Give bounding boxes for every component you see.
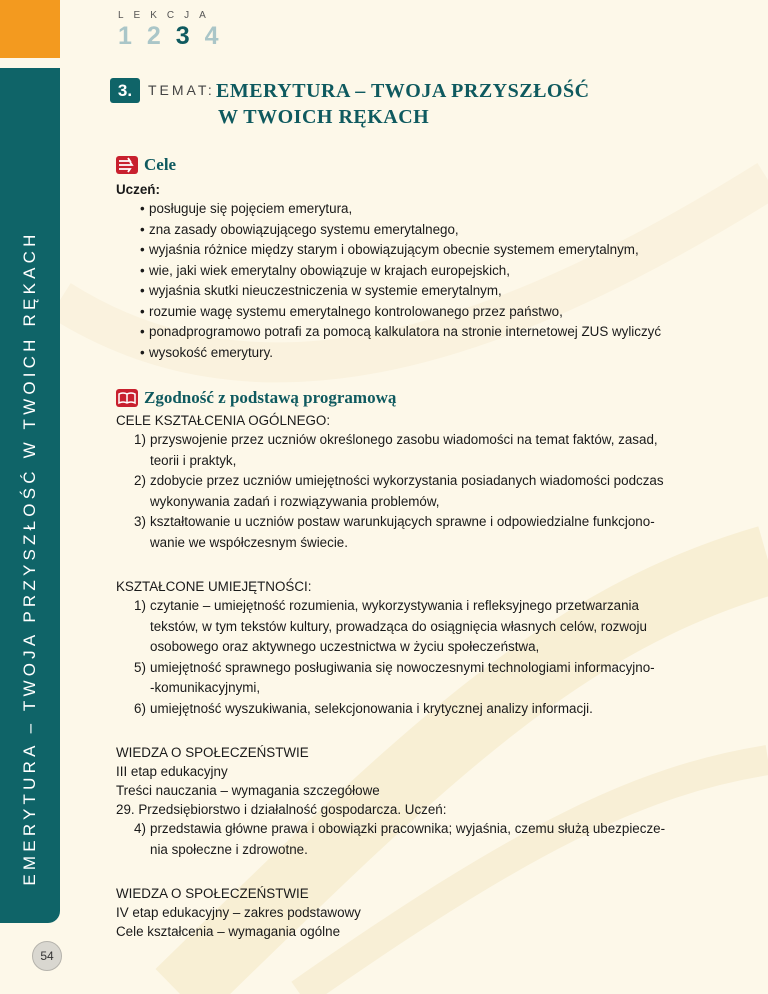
lesson-indicator xyxy=(118,10,222,51)
list-item: • posługuje się pojęciem emerytura, xyxy=(116,199,716,220)
list-item: • wyjaśnia skutki nieuczestniczenia w systemie emerytalnym, xyxy=(116,281,716,302)
list-item: • ponadprogramowo potrafi za pomocą kalkulatora na stronie internetowej ZUS wyliczyć xyxy=(116,322,716,343)
list-item: 4) przedstawia główne prawa i obowiązki pracownika; wyjaśnia, czemu służą ubezpiecze- nia społeczne i zdrowotne. xyxy=(134,821,666,857)
cele-ksztalcenia-heading: CELE KSZTAŁCENIA OGÓLNEGO: xyxy=(116,413,331,428)
page-number: 54 xyxy=(32,941,62,971)
lesson-number-1: 1 xyxy=(118,22,136,50)
book-icon xyxy=(116,389,138,407)
section-cele-title xyxy=(116,152,716,178)
wos3-etap: III etap edukacyjny xyxy=(116,764,228,779)
section-zgodnosc-title xyxy=(116,385,716,411)
arrows-icon xyxy=(116,156,138,174)
umiejetnosci-heading: KSZTAŁCONE UMIEJĘTNOŚCI: xyxy=(116,579,312,594)
sidebar-band xyxy=(0,68,60,923)
list-item: • zna zasady obowiązującego systemu emerytalnego, xyxy=(116,220,716,241)
page-title xyxy=(216,78,636,130)
wos3-heading: WIEDZA O SPOŁECZEŃSTWIE xyxy=(116,745,309,760)
temat-label: TEMAT: xyxy=(148,82,215,98)
title-line-2: W TWOICH RĘKACH xyxy=(218,106,430,128)
main-content xyxy=(116,152,716,941)
section-cele-label: Cele xyxy=(144,155,177,174)
lesson-numbers xyxy=(118,22,222,51)
cele-intro: Uczeń: xyxy=(116,182,160,197)
list-item-continuation: • wysokość emerytury. xyxy=(116,343,716,364)
list-item: 3) kształtowanie u uczniów postaw warunkujących sprawne i odpowiedzialne funkcjono- wanie we współczesnym świecie. xyxy=(134,514,655,550)
list-item: • wyjaśnia różnice między starym i obowiązującym obecnie systemem emerytalnym, xyxy=(116,240,716,261)
umiejetnosci-list xyxy=(116,596,716,719)
wos4-heading: WIEDZA O SPOŁECZEŃSTWIE xyxy=(116,886,309,901)
cele-ksztalcenia-list xyxy=(116,430,716,553)
lesson-number-2: 2 xyxy=(146,22,165,50)
list-item: 1) przyswojenie przez uczniów określonego zasobu wiadomości na temat faktów, zasad, teorii i praktyk, xyxy=(134,432,658,468)
section-zgodnosc-label: Zgodność z podstawą programową xyxy=(144,388,397,407)
title-line-1: EMERYTURA – TWOJA PRZYSZŁOŚĆ xyxy=(216,80,590,102)
lesson-number-3-active: 3 xyxy=(175,22,194,50)
sidebar-vertical-title: EMERYTURA – TWOJA PRZYSZŁOŚĆ W TWOICH RĘKACH xyxy=(20,230,39,886)
list-item: • wie, jaki wiek emerytalny obowiązuje w krajach europejskich, xyxy=(116,261,716,282)
wos4-cele: Cele kształcenia – wymagania ogólne xyxy=(116,924,341,939)
wos3-tresci: Treści nauczania – wymagania szczegółowe xyxy=(116,783,380,798)
list-item: • rozumie wagę systemu emerytalnego kontrolowanego przez państwo, xyxy=(116,302,716,323)
wos3-temat: 29. Przedsiębiorstwo i działalność gospodarcza. Uczeń: xyxy=(116,802,447,817)
list-item: 5) umiejętność sprawnego posługiwania się nowoczesnymi technologiami informacyjno- -komunikacyjnymi, xyxy=(134,659,655,695)
cele-list xyxy=(116,199,716,363)
lesson-badge: 3. xyxy=(110,78,140,103)
lesson-number-4: 4 xyxy=(204,22,223,50)
lesson-word: LEKCJA xyxy=(118,10,216,21)
list-item: 1) czytanie – umiejętność rozumienia, wykorzystywania i refleksyjnego przetwarzania tekstów, w tym tekstów kultury, prowadząca do osiągnięcia własnych celów, rozwoju osobowego oraz aktywnego uczestnictwa w życiu społeczeństwa, xyxy=(134,598,647,654)
wos3-list xyxy=(116,819,716,860)
wos4-etap: IV etap edukacyjny – zakres podstawowy xyxy=(116,905,361,920)
list-item: 6) umiejętność wyszukiwania, selekcjonowania i krytycznej analizy informacji. xyxy=(134,700,593,716)
top-tab-accent xyxy=(0,0,60,58)
list-item: 2) zdobycie przez uczniów umiejętności wykorzystania posiadanych wiadomości podczas wykonywania zadań i rozwiązywania problemów, xyxy=(134,473,664,509)
